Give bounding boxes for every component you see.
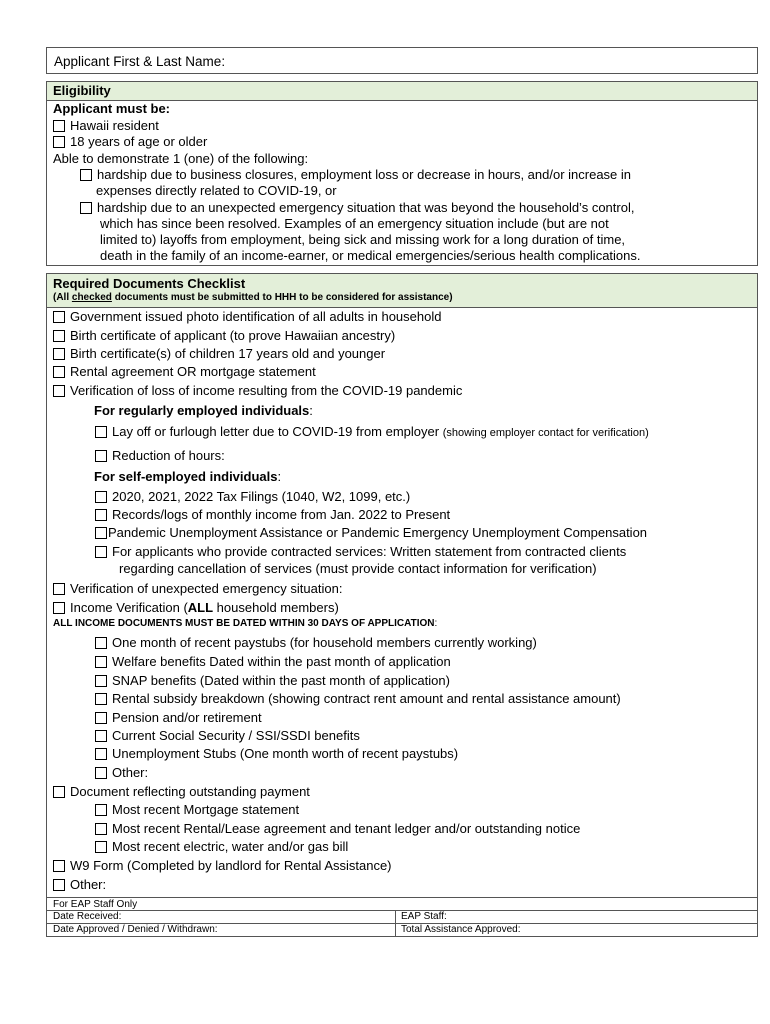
staff-only-heading: For EAP Staff Only [53,899,138,910]
staff-only-table [46,897,758,937]
doc-income-verification [53,600,339,616]
option-label: hardship due to business closures, employment loss or decrease in hours, and/or increase in [97,167,632,182]
regular-employed-heading: For regularly employed individuals: [94,403,313,418]
doc-label: Rental agreement OR mortgage statement [70,364,316,379]
self-employed-heading: For self-employed individuals: [94,469,282,484]
option-label: hardship due to an unexpected emergency situation that was beyond the household’s control, [97,200,635,215]
checkbox[interactable] [95,426,107,438]
doc-label: Verification of loss of income resulting from the COVID-19 pandemic [70,383,463,398]
doc-outstanding-payment [53,784,310,800]
doc-photo-id [53,309,441,325]
documents-subheading [53,292,453,304]
req-label: Hawaii resident [70,118,159,133]
checkbox[interactable] [95,730,107,742]
checkbox[interactable] [95,637,107,649]
checkbox[interactable] [53,385,65,397]
checkbox[interactable] [53,583,65,595]
checkbox[interactable] [95,546,107,558]
doc-label-bold: ALL [187,600,214,615]
applicant-must-be: Applicant must be: [53,101,171,116]
checkbox[interactable] [53,879,65,891]
checkbox[interactable] [53,120,65,132]
option-emergency [80,200,634,216]
option-emergency-cont: death in the family of an income-earner, or medical emergencies/serious health complications. [100,248,641,263]
option-covid-hardship-cont: expenses directly related to COVID-19, or [96,183,337,198]
req-age [53,134,207,150]
documents-header [47,274,757,308]
checkbox[interactable] [95,675,107,687]
doc-label: Unemployment Stubs (One month worth of recent paystubs) [112,746,459,761]
doc-label: For applicants who provide contracted services: Written statement from contracted clients [112,544,627,559]
heading-text: For self-employed individuals [94,469,278,484]
note-text: ALL INCOME DOCUMENTS MUST BE DATED WITHIN 30 DAYS OF APPLICATION [53,618,435,629]
option-emergency-cont: which has since been resolved. Examples of an emergency situation include (but are not [100,216,609,231]
checkbox[interactable] [80,169,92,181]
checkbox[interactable] [95,656,107,668]
checkbox[interactable] [53,348,65,360]
demonstrate-text: Able to demonstrate 1 (one) of the following: [53,151,309,166]
applicant-name-label: Applicant First & Last Name: [54,54,226,69]
documents-section [46,273,758,897]
doc-emergency-verification [53,581,342,597]
doc-rental-agreement [53,364,316,380]
checkbox[interactable] [53,136,65,148]
checkbox[interactable] [95,527,107,539]
checkbox[interactable] [53,602,65,614]
doc-label: Birth certificate(s) of children 17 years old and younger [70,346,386,361]
doc-unemployment-stubs [95,746,458,762]
eligibility-heading: Eligibility [53,83,111,98]
doc-income-other [95,765,148,781]
doc-snap-benefits [95,673,450,689]
option-covid-hardship [80,167,631,183]
doc-label: W9 Form (Completed by landlord for Rental Assistance) [70,858,392,873]
doc-mortgage-statement [95,802,299,818]
checkbox[interactable] [53,366,65,378]
doc-utility-bill [95,839,348,855]
doc-loss-of-income [53,383,462,399]
doc-label: Birth certificate of applicant (to prove Hawaiian ancestry) [70,328,396,343]
doc-other [53,877,106,893]
sub-text: documents must be submitted to HHH to be considered for assistance) [111,292,453,303]
checkbox[interactable] [80,202,92,214]
applicant-name-box[interactable] [46,47,758,74]
doc-label: One month of recent paystubs (for household members currently working) [112,635,537,650]
doc-rental-subsidy [95,691,621,707]
doc-layoff-letter [95,424,649,441]
doc-label: Welfare benefits Dated within the past month of application [112,654,451,669]
doc-reduction-hours [95,448,225,464]
sub-checked: checked [71,292,112,303]
checkbox[interactable] [53,330,65,342]
doc-label: Current Social Security / SSI/SSDI benefits [112,728,360,743]
doc-birth-cert-children [53,346,385,362]
doc-label: 2020, 2021, 2022 Tax Filings (1040, W2, 1099, etc.) [112,489,411,504]
doc-label: Pension and/or retirement [112,710,262,725]
doc-label: Records/logs of monthly income from Jan. 2022 to Present [112,507,451,522]
date-approved-label: Date Approved / Denied / Withdrawn: [53,924,218,935]
req-hawaii-resident [53,118,159,134]
doc-label: Government issued photo identification of all adults in household [70,309,442,324]
checkbox[interactable] [53,860,65,872]
income-dated-note: ALL INCOME DOCUMENTS MUST BE DATED WITHIN 30 DAYS OF APPLICATION: [53,618,438,629]
doc-contracted-services-cont: regarding cancellation of services (must provide contact information for verification) [119,561,597,576]
checkbox[interactable] [95,450,107,462]
doc-contracted-services [95,544,626,560]
doc-label: household members) [213,600,339,615]
doc-label: Reduction of hours: [112,448,225,463]
checkbox[interactable] [95,804,107,816]
doc-pandemic-unemployment [95,525,647,541]
doc-label: Rental subsidy breakdown (showing contract rent amount and rental assistance amount) [112,691,621,706]
doc-label: Document reflecting outstanding payment [70,784,310,799]
checkbox[interactable] [95,823,107,835]
doc-rental-lease [95,821,580,837]
eap-staff-label: EAP Staff: [401,911,447,922]
doc-tax-filings [95,489,410,505]
doc-w9-form [53,858,392,874]
doc-label: Pandemic Unemployment Assistance or Pandemic Emergency Unemployment Compensation [108,525,648,540]
checkbox[interactable] [95,841,107,853]
checkbox[interactable] [95,712,107,724]
checkbox[interactable] [95,693,107,705]
total-approved-label: Total Assistance Approved: [401,924,521,935]
doc-income-records [95,507,450,523]
eligibility-header [47,82,757,101]
option-emergency-cont: limited to) layoffs from employment, being sick and missing work for a long duration of time, [100,232,626,247]
checkbox[interactable] [95,767,107,779]
checkbox[interactable] [95,491,107,503]
doc-label: Other: [70,877,107,892]
doc-note: (showing employer contact for verification) [442,427,649,439]
doc-label: SNAP benefits (Dated within the past month of application) [112,673,450,688]
doc-welfare-benefits [95,654,451,670]
date-received-label: Date Received: [53,911,122,922]
eligibility-section [46,81,758,266]
documents-heading: Required Documents Checklist [53,276,246,291]
checkbox[interactable] [53,786,65,798]
doc-label: Most recent Mortgage statement [112,802,300,817]
doc-label: Income Verification ( [70,600,188,615]
doc-birth-cert-applicant [53,328,395,344]
checkbox[interactable] [53,311,65,323]
doc-label: Other: [112,765,149,780]
checkbox[interactable] [95,509,107,521]
doc-paystubs [95,635,537,651]
column-divider [395,910,396,936]
checkbox[interactable] [95,748,107,760]
doc-label: Most recent electric, water and/or gas bill [112,839,349,854]
req-label: 18 years of age or older [70,134,208,149]
doc-label: Verification of unexpected emergency situation: [70,581,343,596]
sub-text: (All [53,292,72,303]
doc-label: Lay off or furlough letter due to COVID-19 from employer [112,424,443,439]
heading-text: For regularly employed individuals [94,403,310,418]
doc-label: Most recent Rental/Lease agreement and tenant ledger and/or outstanding notice [112,821,581,836]
doc-pension [95,710,262,726]
doc-social-security [95,728,360,744]
